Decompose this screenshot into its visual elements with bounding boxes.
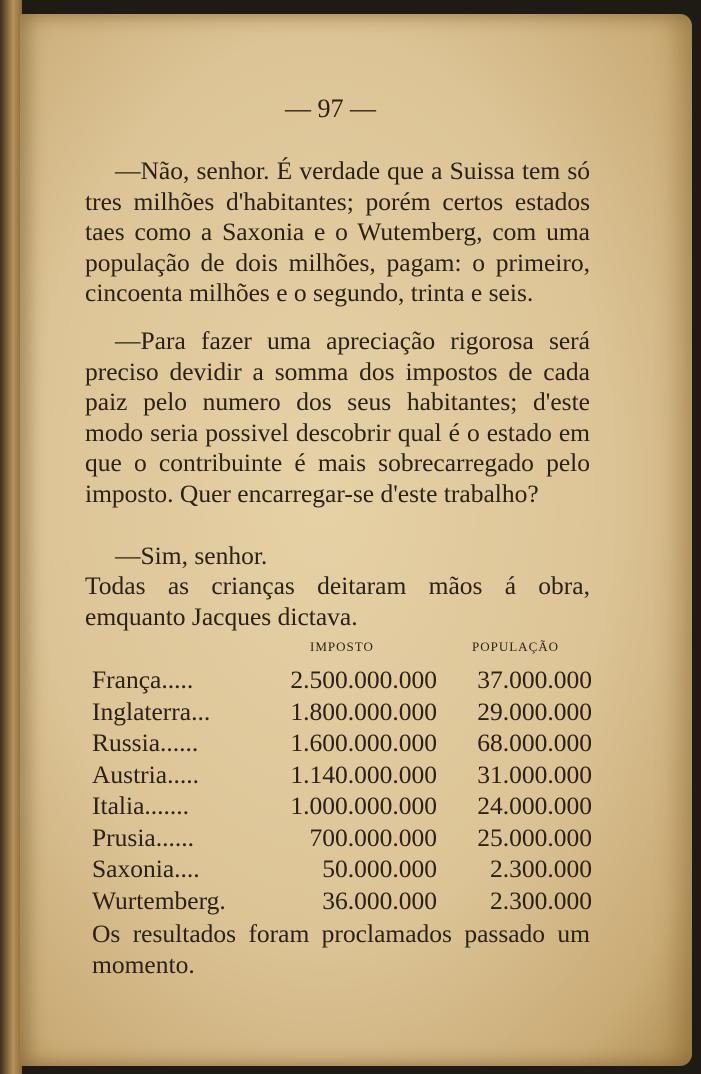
imposto-value: 700.000.000 xyxy=(309,822,437,852)
table-row xyxy=(92,759,592,791)
country-name: Inglaterra... xyxy=(92,696,211,726)
populacao-value: 25.000.000 xyxy=(477,822,592,852)
table-row xyxy=(92,696,592,728)
populacao-value: 31.000.000 xyxy=(477,759,592,789)
table-row xyxy=(92,853,592,885)
populacao-value: 24.000.000 xyxy=(477,791,592,820)
country-name: Prusia...... xyxy=(92,822,194,852)
adjacent-page-edge xyxy=(0,0,22,1074)
closing-paragraph: Os resultados foram proclamados passado um momento. xyxy=(92,919,590,979)
paragraph-4: Todas as crianças deitaram mãos á obra, emquanto Jacques dictava. xyxy=(85,571,590,631)
column-header-populacao: POPULAÇÃO xyxy=(472,639,560,654)
book-page xyxy=(20,14,692,1066)
populacao-value: 37.000.000 xyxy=(477,665,592,694)
imposto-value: 1.000.000.000 xyxy=(290,791,437,820)
populacao-value: 29.000.000 xyxy=(477,696,592,726)
table-row xyxy=(92,822,592,854)
imposto-value: 1.140.000.000 xyxy=(290,759,437,789)
country-name: França..... xyxy=(92,665,194,694)
page-number: — 97 — xyxy=(285,94,376,123)
populacao-value: 2.300.000 xyxy=(490,885,592,915)
paragraph-3: —Sim, senhor. xyxy=(115,541,268,570)
populacao-value: 2.300.000 xyxy=(490,854,592,883)
country-name: Austria..... xyxy=(92,759,199,789)
imposto-value: 1.800.000.000 xyxy=(290,696,437,726)
imposto-value: 50.000.000 xyxy=(322,854,437,883)
imposto-value: 36.000.000 xyxy=(322,885,437,915)
populacao-value: 68.000.000 xyxy=(477,728,592,757)
country-name: Russia...... xyxy=(92,728,199,757)
imposto-value: 1.600.000.000 xyxy=(290,728,437,757)
country-name: Wurtemberg. xyxy=(92,885,226,915)
table-row xyxy=(92,790,592,822)
country-name: Saxonia.... xyxy=(92,854,200,883)
table-row xyxy=(92,727,592,759)
imposto-value: 2.500.000.000 xyxy=(290,665,437,694)
paragraph-2: —Para fazer uma apreciação rigorosa será preciso devidir a somma dos impostos de cada paiz pelo numero dos seus habitantes; d'este modo seria possivel descobrir qual é o estado em que o contribuinte é mais sobrecarregado pelo imposto. Quer encarregar-se d'este trabalho? xyxy=(85,326,590,508)
tax-population-table xyxy=(92,664,592,916)
country-name: Italia....... xyxy=(92,791,190,820)
table-row xyxy=(92,664,592,696)
table-row xyxy=(92,885,592,917)
column-header-imposto: IMPOSTO xyxy=(310,639,374,654)
paragraph-1: —Não, senhor. É verdade que a Suissa tem só tres milhões d'habitantes; porém certos estados taes como a Saxonia e o Wutemberg, com uma população de dois milhões, pagam: o primeiro, cincoenta milhões e o segundo, trinta e seis. xyxy=(85,156,590,307)
